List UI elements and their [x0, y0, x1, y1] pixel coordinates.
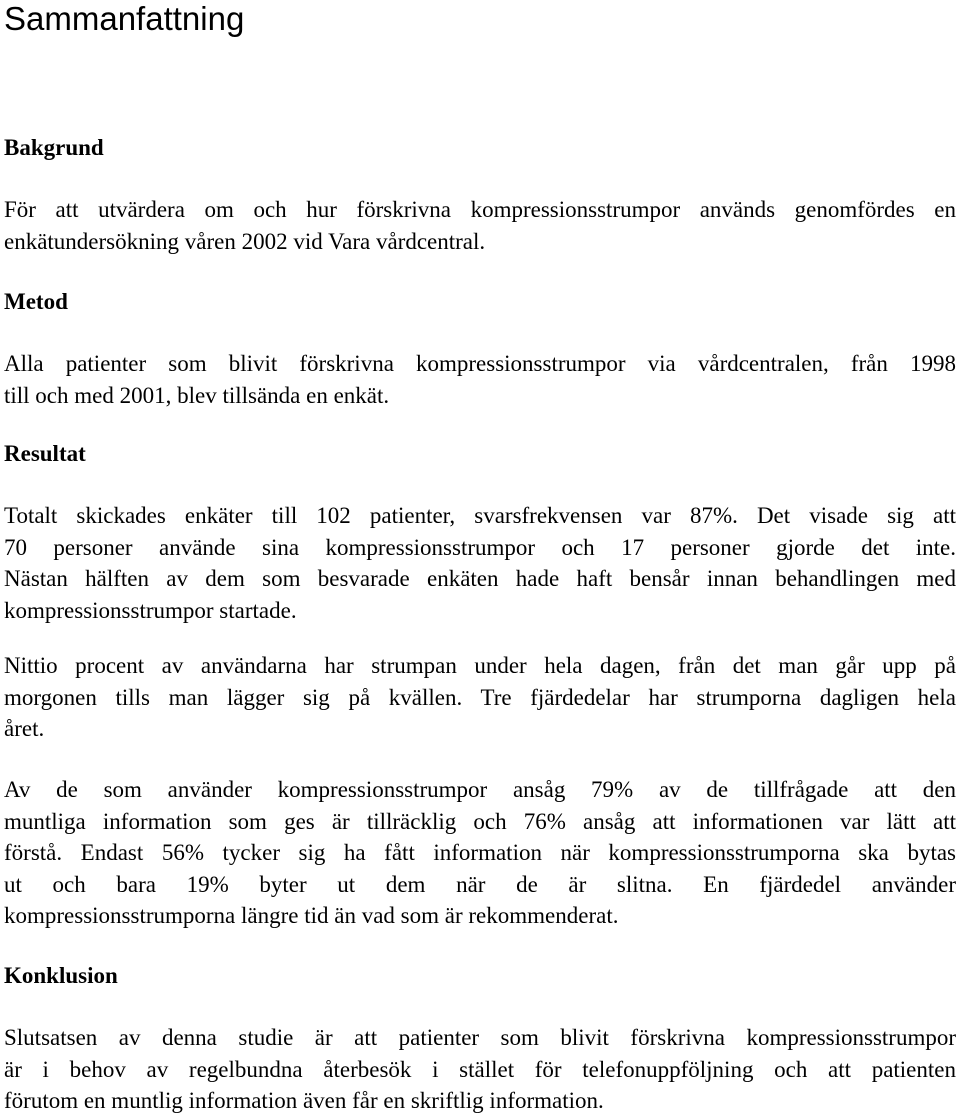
- text-line: För att utvärdera om och hur förskrivna kompressionsstrumpor används genomfördes en: [4, 197, 956, 222]
- text-line: till och med 2001, blev tillsända en enkät.: [4, 382, 390, 408]
- text-line: Slutsatsen av denna studie är att patienter som blivit förskrivna kompressionsstrumpor: [4, 1025, 956, 1050]
- text-line: Nittio procent av användarna har strumpan under hela dagen, från det man går upp på: [4, 653, 956, 678]
- text-line: ut och bara 19% byter ut dem när de är slitna. En fjärdedel använder: [4, 871, 956, 897]
- text-line: året.: [4, 716, 45, 741]
- paragraph-konklusion: [4, 1022, 956, 1117]
- heading-konklusion: Konklusion: [4, 963, 118, 988]
- paragraph-resultat-2: [4, 650, 956, 745]
- heading-metod: Metod: [4, 289, 68, 314]
- text-line: Av de som använder kompressionsstrumpor ansåg 79% av de tillfrågade att den: [4, 777, 956, 802]
- text-line: Alla patienter som blivit förskrivna kompressionsstrumpor via vårdcentralen, från 1998: [4, 351, 956, 376]
- text-line: 70 personer använde sina kompressionsstrumpor och 17 personer gjorde det inte.: [4, 534, 956, 560]
- text-line: kompressionsstrumpor startade.: [4, 597, 297, 623]
- text-line: muntliga information som ges är tillräcklig och 76% ansåg att informationen var lätt att: [4, 808, 956, 834]
- paragraph-bakgrund: [4, 194, 956, 257]
- paragraph-resultat-3: [4, 774, 956, 932]
- text-line: förutom en muntlig information även får en skriftlig information.: [4, 1088, 604, 1113]
- text-line: förstå. Endast 56% tycker sig ha fått information när kompressionsstrumporna ska bytas: [4, 840, 956, 865]
- text-line: Nästan hälften av dem som besvarade enkäten hade haft bensår innan behandlingen med: [4, 566, 956, 591]
- text-line: morgonen tills man lägger sig på kvällen. Tre fjärdedelar har strumporna dagligen hela: [4, 684, 956, 710]
- text-line: kompressionsstrumporna längre tid än vad som är rekommenderat.: [4, 903, 619, 928]
- heading-bakgrund: Bakgrund: [4, 135, 104, 160]
- heading-resultat: Resultat: [4, 441, 86, 466]
- document-title: Sammanfattning: [4, 0, 245, 37]
- text-line: är i behov av regelbundna återbesök i stället för telefonuppföljning och att patienten: [4, 1056, 956, 1082]
- paragraph-resultat-1: [4, 500, 956, 626]
- text-line: Totalt skickades enkäter till 102 patienter, svarsfrekvensen var 87%. Det visade sig att: [4, 503, 956, 528]
- text-line: enkätundersökning våren 2002 vid Vara vårdcentral.: [4, 228, 486, 254]
- paragraph-metod: [4, 348, 956, 411]
